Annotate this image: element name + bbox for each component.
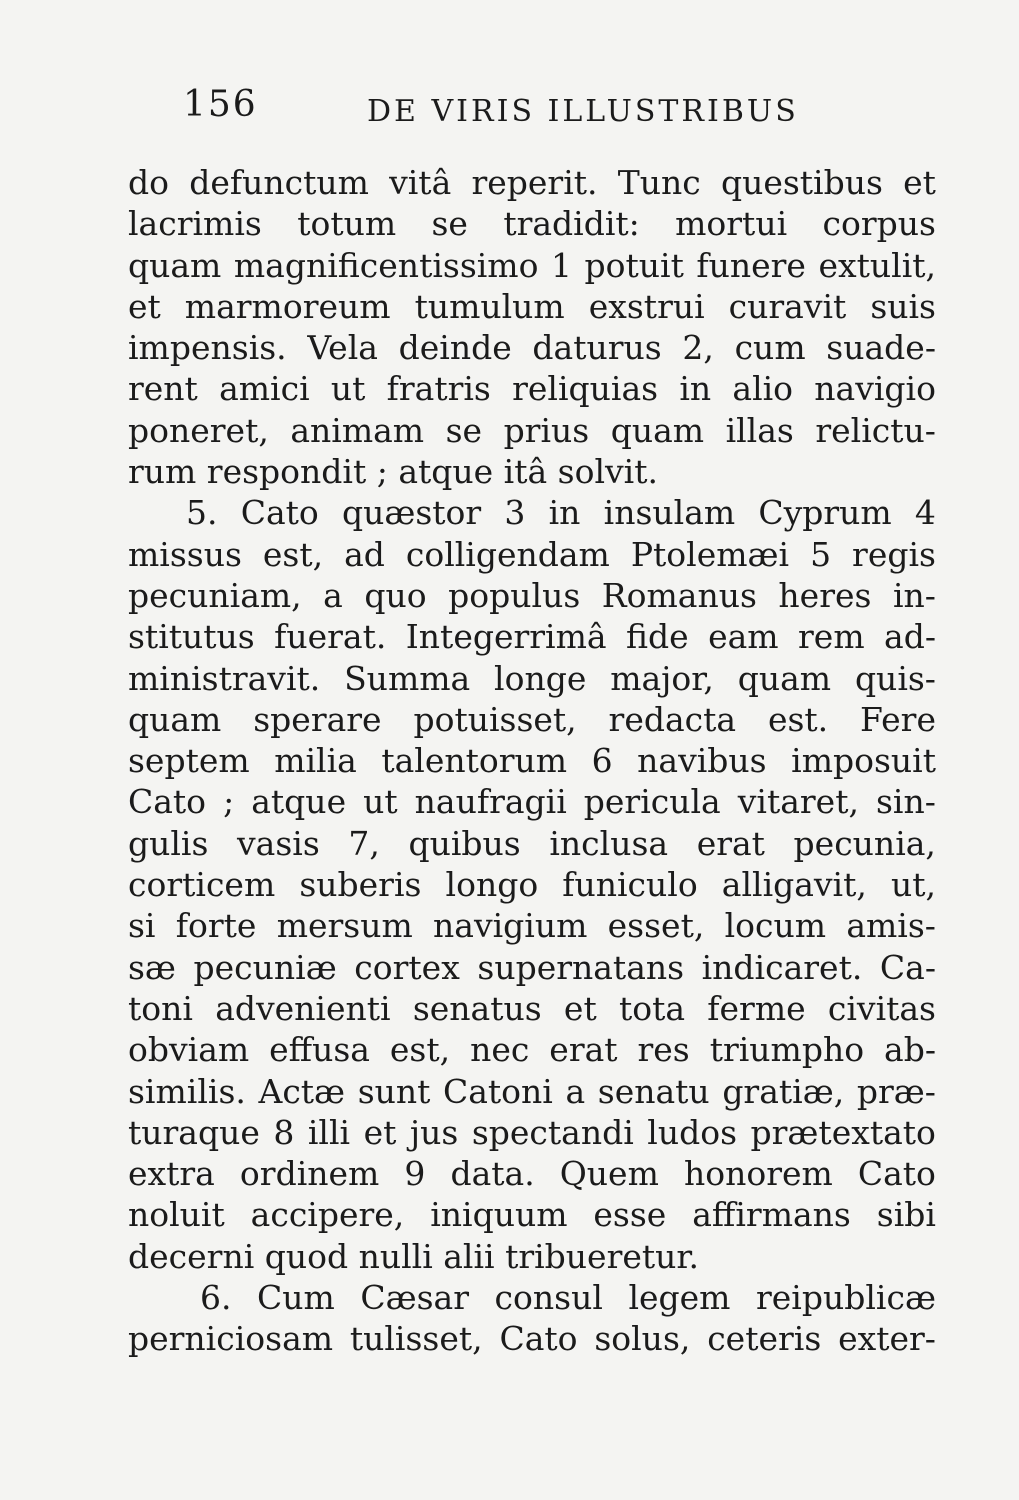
word: turaque bbox=[128, 1112, 260, 1152]
text-line bbox=[128, 368, 936, 409]
word: ut bbox=[363, 782, 398, 822]
word: erat bbox=[549, 1030, 618, 1070]
word: Fere bbox=[860, 699, 936, 739]
word: solus, bbox=[594, 1319, 691, 1359]
word: defunctum bbox=[189, 163, 369, 202]
word: sæ bbox=[128, 947, 176, 987]
word: Tunc bbox=[617, 163, 701, 202]
word: mortui bbox=[675, 204, 788, 244]
word: 3 bbox=[504, 493, 526, 533]
word: Cato bbox=[240, 493, 319, 533]
word: septem bbox=[128, 741, 250, 781]
word: ab- bbox=[884, 1030, 936, 1070]
word: 5. bbox=[186, 493, 218, 533]
word: pecunia, bbox=[793, 823, 936, 863]
word: exter- bbox=[838, 1319, 936, 1359]
word: spectandi bbox=[471, 1112, 634, 1152]
word: affirmans bbox=[692, 1195, 851, 1235]
word: mersum bbox=[276, 906, 413, 946]
body-text bbox=[128, 162, 936, 1360]
text-line bbox=[128, 1112, 936, 1153]
word: ; bbox=[223, 782, 235, 822]
word: do bbox=[128, 163, 169, 202]
word: amici bbox=[219, 369, 310, 409]
word: Ca- bbox=[879, 947, 936, 987]
page-header bbox=[0, 78, 1019, 134]
word: Quem bbox=[559, 1154, 659, 1194]
word: est, bbox=[262, 534, 324, 574]
word: reperit. bbox=[471, 163, 598, 202]
word: questibus bbox=[720, 163, 883, 202]
word: marmoreum bbox=[184, 286, 391, 326]
word: ferme bbox=[707, 988, 806, 1028]
word: inclusa bbox=[549, 823, 669, 863]
word: quam bbox=[737, 658, 832, 698]
word: similis. bbox=[128, 1071, 246, 1111]
text-line bbox=[128, 492, 936, 533]
word: Cato bbox=[857, 1154, 936, 1194]
word: et bbox=[563, 988, 597, 1028]
word: est, bbox=[389, 1030, 451, 1070]
text-line bbox=[128, 1071, 936, 1112]
word: consul bbox=[494, 1278, 603, 1318]
word: 4 bbox=[914, 493, 936, 533]
word: a bbox=[323, 575, 343, 615]
word: 8 bbox=[273, 1112, 295, 1152]
word: supernatans bbox=[477, 947, 685, 987]
word: major, bbox=[610, 658, 714, 698]
word: cum bbox=[734, 328, 806, 368]
word: est. bbox=[767, 699, 829, 739]
text-line bbox=[128, 781, 936, 822]
word: quam bbox=[128, 699, 222, 739]
word: ludos bbox=[647, 1112, 738, 1152]
word: 6 bbox=[591, 741, 613, 781]
word: navigio bbox=[814, 369, 936, 409]
word: stitutus bbox=[128, 617, 255, 657]
word: cortex bbox=[354, 947, 460, 987]
word: sperare bbox=[253, 699, 382, 739]
word: tota bbox=[618, 988, 686, 1028]
text-line bbox=[128, 1236, 936, 1277]
text-line bbox=[128, 823, 936, 864]
word: ut bbox=[330, 369, 366, 409]
word: gulis bbox=[128, 823, 209, 863]
word: eam bbox=[708, 617, 779, 657]
word: a bbox=[565, 1071, 586, 1111]
word: funiculo bbox=[562, 865, 698, 905]
word: Ptolemæi bbox=[630, 534, 790, 574]
word: longo bbox=[445, 865, 539, 905]
word: pecuniam, bbox=[128, 575, 302, 615]
word: quo bbox=[364, 575, 427, 615]
text-line bbox=[128, 905, 936, 946]
word: et bbox=[128, 286, 161, 326]
text-line bbox=[128, 410, 936, 451]
word: tradidit: bbox=[503, 204, 640, 244]
word: triumpho bbox=[709, 1030, 865, 1070]
word: alligavit, bbox=[721, 865, 867, 905]
line-text: decerni quod nulli alii tribueretur. bbox=[128, 1236, 700, 1276]
word: magnificentissimo bbox=[233, 245, 539, 285]
word: heres bbox=[778, 575, 872, 615]
word: Cyprum bbox=[758, 493, 892, 533]
word: amis- bbox=[846, 906, 936, 946]
word: 6. bbox=[200, 1278, 232, 1318]
word: imposuit bbox=[791, 741, 936, 781]
text-line bbox=[128, 203, 936, 244]
word: pecuniæ bbox=[193, 947, 337, 987]
word: daturus bbox=[532, 328, 662, 368]
word: Cato bbox=[128, 782, 207, 822]
text-line bbox=[128, 864, 936, 905]
word: navibus bbox=[637, 741, 767, 781]
word: quam bbox=[610, 410, 705, 450]
word: fratris bbox=[386, 369, 491, 409]
word: effusa bbox=[269, 1030, 370, 1070]
page-number: 156 bbox=[183, 84, 258, 125]
word: accipere, bbox=[250, 1195, 405, 1235]
word: sin- bbox=[876, 782, 936, 822]
text-line bbox=[128, 988, 936, 1029]
text-line bbox=[128, 1194, 936, 1235]
word: navigium bbox=[433, 906, 588, 946]
word: quæstor bbox=[341, 493, 482, 533]
word: potuit bbox=[584, 245, 684, 285]
word: alio bbox=[732, 369, 794, 409]
word: tulisset, bbox=[349, 1319, 483, 1359]
word: suade- bbox=[826, 328, 936, 368]
word: illas bbox=[725, 410, 794, 450]
word: et bbox=[903, 163, 936, 202]
word: quam bbox=[128, 245, 222, 285]
text-line bbox=[128, 286, 936, 327]
word: indicaret. bbox=[701, 947, 863, 987]
word: quibus bbox=[408, 823, 521, 863]
word: Integerrimâ bbox=[405, 617, 607, 657]
line-text: rum respondit ; atque itâ solvit. bbox=[128, 452, 658, 492]
word: senatus bbox=[412, 988, 542, 1028]
word: esset, bbox=[607, 906, 705, 946]
word: perniciosam bbox=[128, 1319, 334, 1359]
word: locum bbox=[724, 906, 827, 946]
word: 7, bbox=[348, 823, 380, 863]
word: deinde bbox=[398, 328, 512, 368]
word: 9 bbox=[404, 1154, 426, 1194]
word: suberis bbox=[299, 865, 422, 905]
word: data. bbox=[450, 1154, 535, 1194]
word: prius bbox=[503, 410, 590, 450]
word: Cato bbox=[499, 1319, 578, 1359]
word: rem bbox=[798, 617, 865, 657]
word: potuisset, bbox=[413, 699, 577, 739]
word: præ- bbox=[856, 1071, 936, 1111]
word: legem bbox=[628, 1278, 731, 1318]
word: exstrui bbox=[588, 286, 705, 326]
word: vasis bbox=[237, 823, 320, 863]
text-line bbox=[128, 534, 936, 575]
word: colligendam bbox=[405, 534, 610, 574]
text-line bbox=[128, 947, 936, 988]
word: curavit bbox=[728, 286, 847, 326]
word: se bbox=[445, 410, 483, 450]
word: sibi bbox=[876, 1195, 936, 1235]
word: Actæ bbox=[258, 1071, 346, 1111]
word: gratiæ, bbox=[722, 1071, 845, 1111]
word: ministravit. bbox=[128, 658, 321, 698]
word: prætextato bbox=[750, 1112, 936, 1152]
text-line bbox=[128, 1318, 936, 1359]
word: poneret, bbox=[128, 410, 269, 450]
word: senatu bbox=[597, 1071, 710, 1111]
word: toni bbox=[128, 988, 193, 1028]
word: insulam bbox=[603, 493, 736, 533]
word: civitas bbox=[827, 988, 936, 1028]
text-line bbox=[128, 575, 936, 616]
word: ut, bbox=[890, 865, 936, 905]
word: totum bbox=[297, 204, 397, 244]
word: vitaret, bbox=[737, 782, 859, 822]
word: res bbox=[637, 1030, 690, 1070]
word: forte bbox=[175, 906, 257, 946]
word: atque bbox=[251, 782, 347, 822]
word: Romanus bbox=[601, 575, 757, 615]
text-line bbox=[128, 327, 936, 368]
word: reipublicæ bbox=[756, 1278, 936, 1318]
word: Summa bbox=[344, 658, 471, 698]
word: jus bbox=[409, 1112, 459, 1152]
text-line bbox=[128, 451, 936, 492]
word: longe bbox=[494, 658, 587, 698]
word: se bbox=[431, 204, 468, 244]
word: quis- bbox=[854, 658, 936, 698]
text-line bbox=[128, 616, 936, 657]
text-line bbox=[128, 245, 936, 286]
text-line bbox=[128, 699, 936, 740]
word: ordinem bbox=[239, 1154, 380, 1194]
word: populus bbox=[448, 575, 581, 615]
word: suis bbox=[870, 286, 936, 326]
word: in bbox=[679, 369, 712, 409]
text-line bbox=[128, 658, 936, 699]
word: funere bbox=[696, 245, 806, 285]
word: corticem bbox=[128, 865, 276, 905]
word: noluit bbox=[128, 1195, 225, 1235]
word: fide bbox=[626, 617, 689, 657]
word: pericula bbox=[583, 782, 721, 822]
word: corpus bbox=[822, 204, 936, 244]
text-line bbox=[128, 1277, 936, 1318]
word: et bbox=[363, 1112, 397, 1152]
word: Catoni bbox=[443, 1071, 553, 1111]
text-line bbox=[128, 740, 936, 781]
word: regis bbox=[852, 534, 936, 574]
word: nec bbox=[470, 1030, 530, 1070]
running-head: DE VIRIS ILLUSTRIBUS bbox=[367, 94, 799, 129]
word: rent bbox=[128, 369, 198, 409]
word: honorem bbox=[683, 1154, 833, 1194]
word: relictu- bbox=[815, 410, 936, 450]
word: sunt bbox=[357, 1071, 431, 1111]
word: advenienti bbox=[215, 988, 391, 1028]
word: animam bbox=[290, 410, 425, 450]
word: 5 bbox=[810, 534, 832, 574]
word: si bbox=[128, 906, 156, 946]
word: in- bbox=[892, 575, 936, 615]
word: ad bbox=[344, 534, 385, 574]
word: naufragii bbox=[414, 782, 567, 822]
word: Cæsar bbox=[360, 1278, 470, 1318]
word: extra bbox=[128, 1154, 215, 1194]
word: impensis. bbox=[128, 328, 287, 368]
word: talentorum bbox=[381, 741, 568, 781]
word: redacta bbox=[608, 699, 737, 739]
text-line bbox=[128, 1153, 936, 1194]
word: Vela bbox=[307, 328, 378, 368]
word: reliquias bbox=[512, 369, 659, 409]
word: vitâ bbox=[389, 163, 452, 202]
word: milia bbox=[274, 741, 357, 781]
word: esse bbox=[593, 1195, 667, 1235]
word: extulit, bbox=[818, 245, 936, 285]
word: erat bbox=[696, 823, 765, 863]
word: ad- bbox=[884, 617, 936, 657]
word: obviam bbox=[128, 1030, 250, 1070]
word: tumulum bbox=[414, 286, 565, 326]
word: ceteris bbox=[707, 1319, 822, 1359]
word: fuerat. bbox=[274, 617, 387, 657]
text-line bbox=[128, 1029, 936, 1070]
word: Cum bbox=[257, 1278, 335, 1318]
word: lacrimis bbox=[128, 204, 262, 244]
word: illi bbox=[307, 1112, 351, 1152]
word: iniquum bbox=[430, 1195, 568, 1235]
text-line bbox=[128, 162, 936, 203]
word: 1 bbox=[551, 245, 572, 285]
word: missus bbox=[128, 534, 242, 574]
word: in bbox=[548, 493, 581, 533]
word: 2, bbox=[682, 328, 714, 368]
